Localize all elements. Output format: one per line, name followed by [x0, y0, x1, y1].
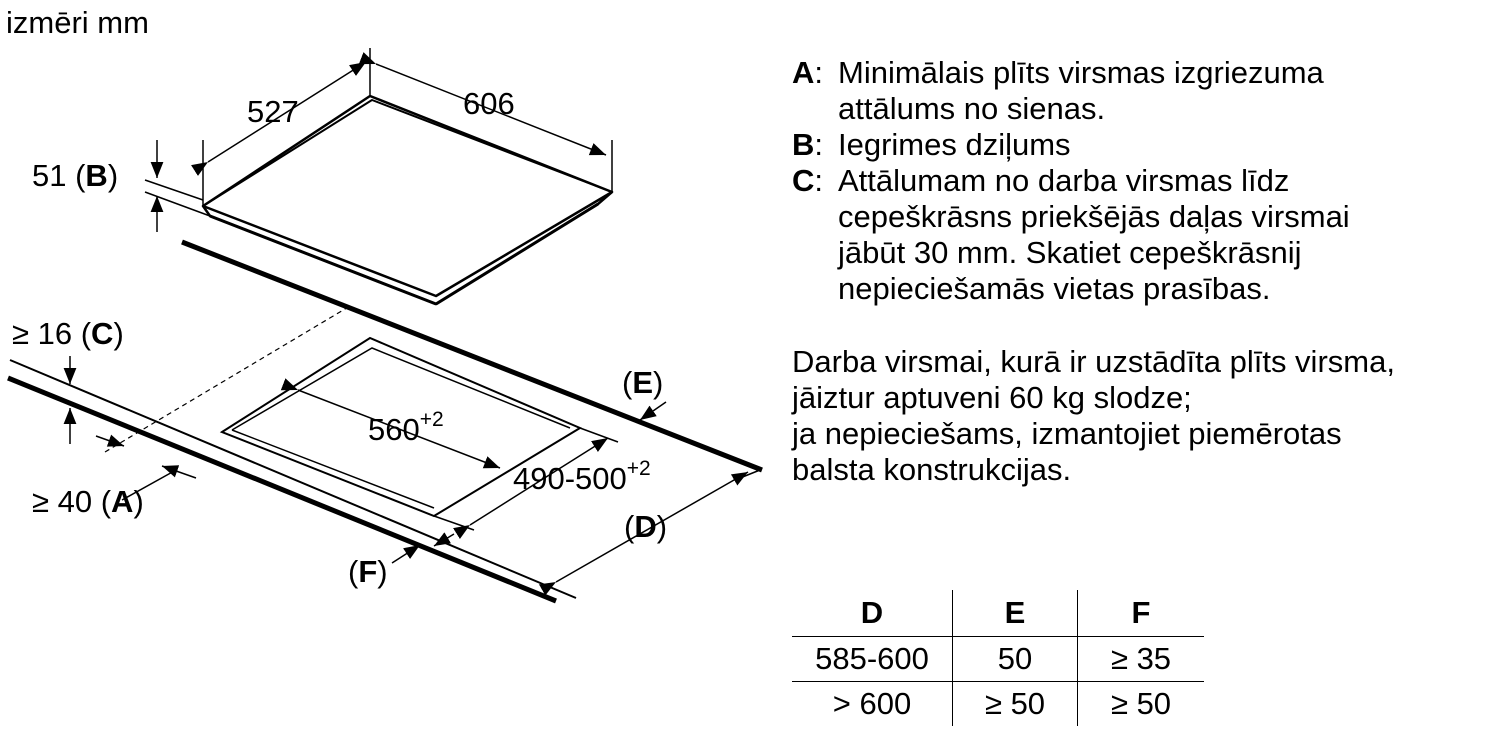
table-cell: ≥ 50	[953, 682, 1078, 727]
load-note-line-3: ja nepieciešams, izmantojiet piemērotas	[792, 416, 1342, 451]
dimension-e-label: (E)	[622, 365, 664, 400]
dimension-f-label: (F)	[348, 554, 388, 589]
dimension-b-label: 51 (B)	[32, 158, 119, 193]
dimension-c-label: ≥ 16 (C)	[12, 316, 124, 351]
table-header-d: D	[792, 590, 953, 637]
table-row	[792, 682, 1204, 727]
dimension-e-arrow	[640, 402, 666, 420]
legend-key-c: C:	[792, 163, 824, 198]
table-cell: ≥ 35	[1078, 637, 1205, 682]
table-header-e: E	[953, 590, 1078, 637]
load-note-line-4: balsta konstrukcijas.	[792, 452, 1072, 487]
load-note-line-2: jāiztur aptuveni 60 kg slodze;	[792, 380, 1192, 415]
dimension-a-label: ≥ 40 (A)	[32, 484, 144, 519]
legend-text-b-line-1: Iegrimes dziļums	[838, 127, 1071, 162]
legend-text-c-line-3: jābūt 30 mm. Skatiet cepeškrāsnij	[838, 235, 1302, 270]
legend	[792, 55, 1492, 307]
legend-item-b	[792, 127, 1492, 163]
legend-text-c-line-2: cepeškrāsns priekšējās daļas virsmai	[838, 199, 1350, 234]
table-header-f: F	[1078, 590, 1205, 637]
dimension-490-500-label: $490-500^{+2}$	[513, 457, 651, 496]
table-header-row	[792, 590, 1204, 637]
load-note	[792, 344, 1500, 488]
dimension-b	[145, 140, 210, 232]
table-cell: ≥ 50	[1078, 682, 1205, 727]
legend-key-a: A:	[792, 55, 824, 90]
dimension-527-label: 527	[247, 94, 299, 129]
table-cell: 50	[953, 637, 1078, 682]
table-cell: 585-600	[792, 637, 953, 682]
dimension-d-label: (D)	[624, 509, 668, 544]
dimension-560-label: $560^{+2}$	[368, 408, 444, 447]
table-row	[792, 637, 1204, 682]
legend-item-a	[792, 55, 1492, 127]
legend-text-a-line-2: attālums no sienas.	[838, 91, 1106, 126]
load-note-line-1: Darba virsmai, kurā ir uzstādīta plīts virsma,	[792, 344, 1395, 379]
dimensions-table	[792, 590, 1204, 726]
legend-key-b: B:	[792, 127, 824, 162]
legend-item-c	[792, 163, 1492, 307]
dimension-606-label: 606	[463, 86, 515, 121]
table-cell: > 600	[832, 686, 912, 721]
legend-text-a-line-1: Minimālais plīts virsmas izgriezuma	[838, 55, 1324, 90]
legend-text-c-line-4: nepieciešamās vietas prasības.	[838, 271, 1271, 306]
legend-text-c-line-1: Attālumam no darba virsmas līdz	[838, 163, 1290, 198]
units-label: izmēri mm	[6, 5, 149, 40]
